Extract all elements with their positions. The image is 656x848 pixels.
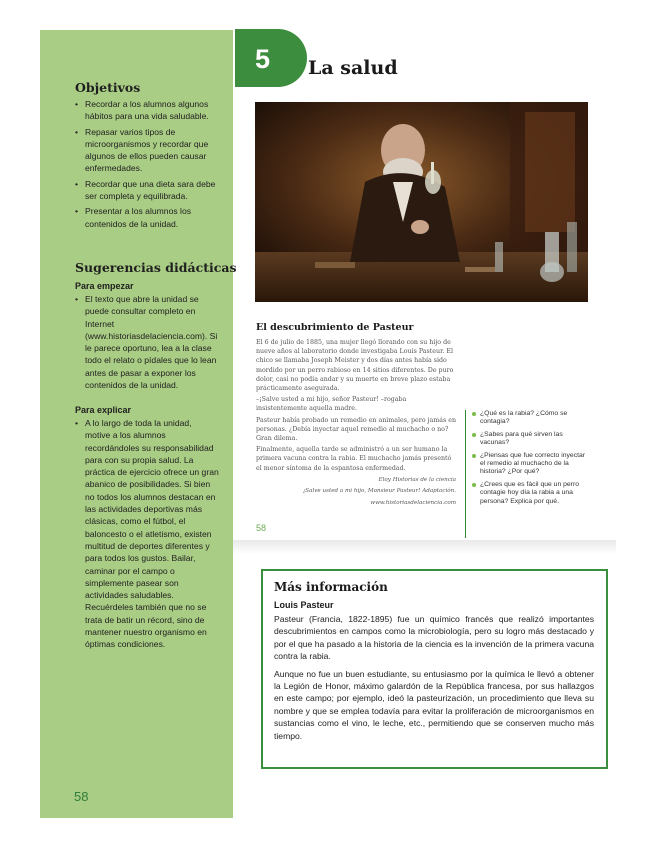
list-item: • Recordar que una dieta sara debe ser completa y equilibrada. xyxy=(74,178,219,203)
objectives-heading: Objetivos xyxy=(75,80,141,95)
more-info-paragraph: Aunque no fue un buen estudiante, su entusiasmo por la química le llevó a obtener la Legión de Honor, máximo galardón de la República francesa, por sus hallazgos en este campo; por ejemplo, ideó la pasteurización, un procedimiento que lleva su nombre y que se emplea todavía para evitar la proliferación de microorganismos en sustancias como el vino, le leche, etc., permitiendo que se conserven mucho más tiempo. xyxy=(274,668,594,741)
list-item: • El texto que abre la unidad se puede consultar completo en Internet (www.historiasdelaciencia.com). Si le parece oportuno, lea a la clase todo el relato o pídales que lo lean antes de pasar a exponer los contenidos de la unidad. xyxy=(74,293,219,391)
more-info-paragraph: Pasteur (Francia, 1822-1895) fue un químico francés que realizó importantes descubrimientos en campos como la microbiología, pero su logro más destacado y por el que ha pasado a la historia de la ciencia es la invención de la primera vacuna contra la rabia. xyxy=(274,614,594,662)
list-item: • A lo largo de toda la unidad, motive a los alumnos recordándoles su responsabilidad para con su propia salud. La práctica de ejercicio ofrece un gran abanico de posibilidades. Si bien no todos los alumnos destacan en las actividades deportivas más clásicas, como el fútbol, el baloncesto o el atletismo, existen multitud de deportes diferentes y para todos los gustos. Bailar, caminar por el campo o simplemente pasear son actividades saludables. Recuérdeles también que no se trata de batir un récord, sino de mantener nuestro organismo en óptimas condiciones. xyxy=(74,417,219,651)
list-item: • Repasar varios tipos de microorganismos y recordar que algunos de ellos pueden causar enfermedades. xyxy=(74,126,219,175)
question-item: ¿Qué es la rabia? ¿Cómo se contagia? xyxy=(472,410,592,427)
chapter-title: La salud xyxy=(308,57,398,79)
explain-heading: Para explicar xyxy=(75,405,132,415)
reading-text xyxy=(256,338,456,507)
page-edge-shadow xyxy=(233,540,616,554)
explain-list xyxy=(74,417,219,654)
chapter-number: 5 xyxy=(255,44,271,74)
list-item: • Presentar a los alumnos los contenidos de la unidad. xyxy=(74,205,219,230)
chapter-badge xyxy=(235,29,307,87)
more-info-subheading: Louis Pasteur xyxy=(274,600,334,610)
question-item: ¿Crees que es fácil que un perro contagie hoy día la rabia a una persona? Explica por qué. xyxy=(472,481,592,506)
objectives-list xyxy=(74,98,219,233)
suggestions-heading: Sugerencias didácticas xyxy=(75,260,237,275)
source-line: Eloy Historias de la ciencia xyxy=(378,476,456,483)
questions-list xyxy=(472,410,592,510)
reading-paragraph: El 6 de julio de 1885, una mujer llegó llorando con su hijo de nueve años al laboratorio donde investigaba Louis Pasteur. El chico se llamaba Joseph Meister y dos días antes había sido mordido por un perro rabioso en 14 sitios diferentes. De puro dolor, casi no podía andar y su muerte en breve plazo estaba prácticamente asegurada. xyxy=(256,339,454,393)
reading-paragraph: Pasteur había probado un remedio en animales, pero jamás en personas. ¿Debía inyectar aquel remedio al muchacho o no? Gran dilema. xyxy=(256,416,457,443)
page-number: 58 xyxy=(74,789,89,804)
question-item: ¿Piensas que fue correcto inyectar el remedio al muchacho de la historia? ¿Por qué? xyxy=(472,452,592,477)
more-info-text xyxy=(274,613,594,747)
start-list xyxy=(74,293,219,394)
source-line: www.historiasdelaciencia.com xyxy=(370,499,456,506)
list-item: • Recordar a los alumnos algunos hábitos para una vida saludable. xyxy=(74,98,219,123)
reading-paragraph: –¡Salve usted a mi hijo, señor Pasteur! –rogaba insistentemente aquella madre. xyxy=(256,396,407,413)
inner-page-number: 58 xyxy=(256,523,267,533)
pasteur-photo xyxy=(255,102,588,302)
start-heading: Para empezar xyxy=(75,281,134,291)
question-item: ¿Sabes para qué sirven las vacunas? xyxy=(472,431,592,448)
source-line: ¡Salve usted a mi hijo, Monsieur Pasteur! Adaptación. xyxy=(303,488,456,495)
more-info-heading: Más información xyxy=(274,580,388,594)
reading-paragraph: Finalmente, aquella tarde se administró a un ser humano la primera vacuna contra la rabia. El muchacho jamás presentó el menor síntoma de la espantosa enfermedad. xyxy=(256,446,452,472)
reading-title: El descubrimiento de Pasteur xyxy=(256,322,414,333)
divider xyxy=(465,410,466,538)
